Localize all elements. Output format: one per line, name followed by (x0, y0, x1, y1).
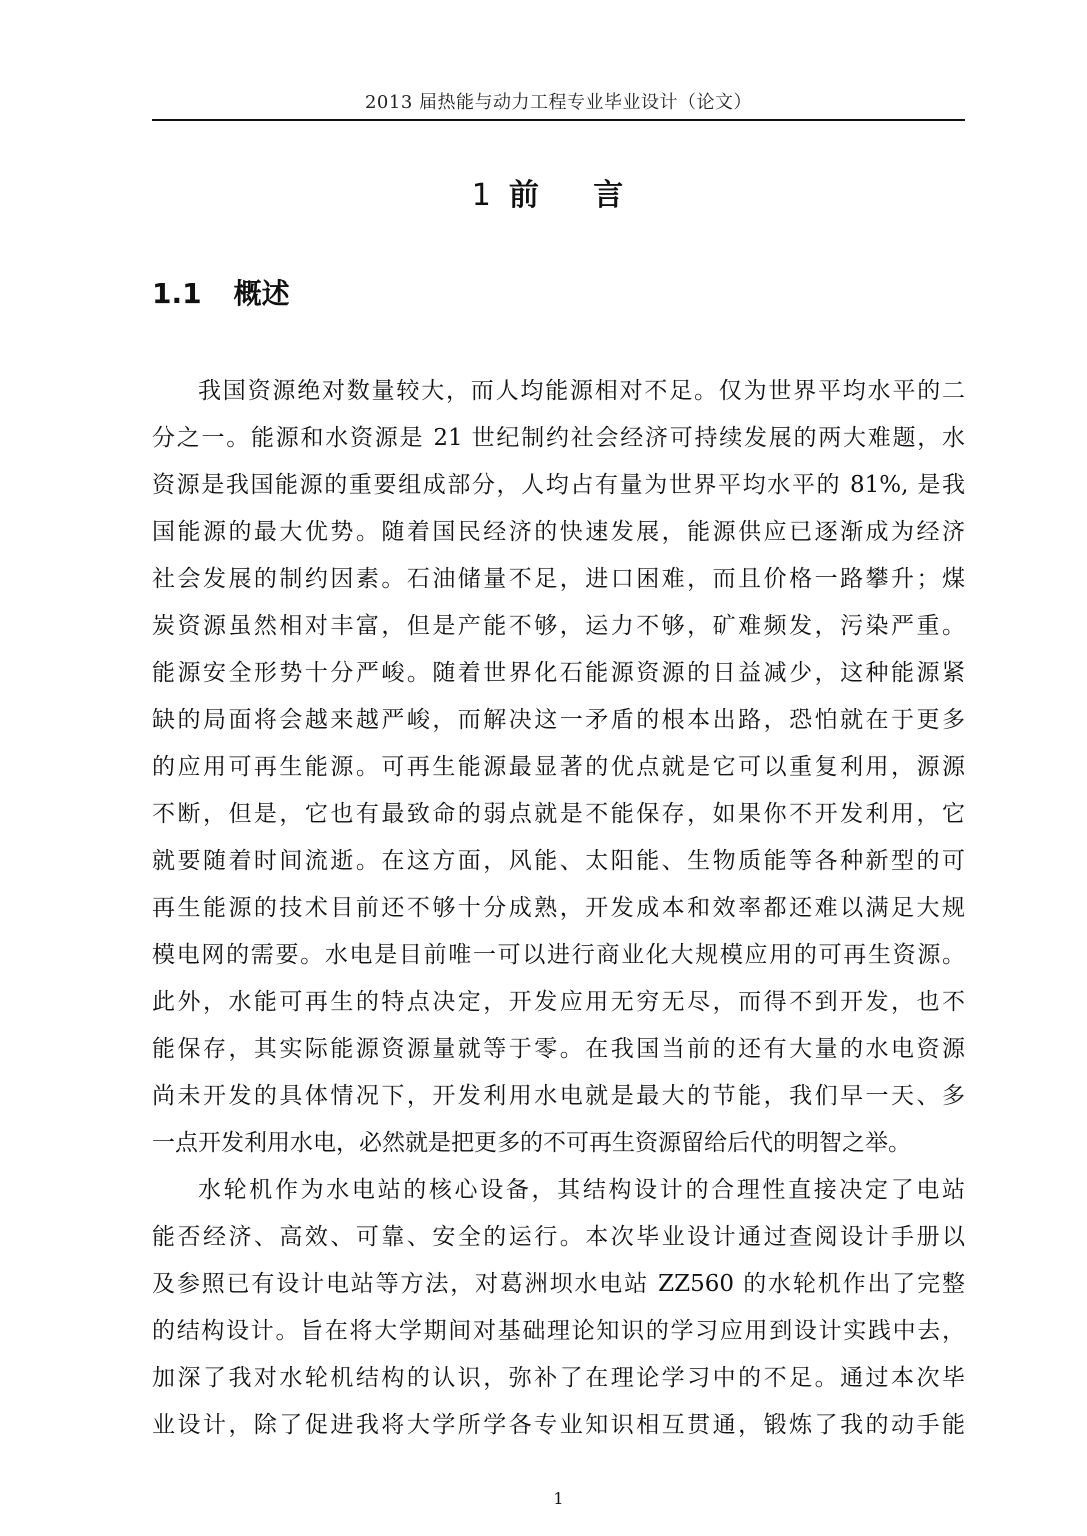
text-line: 一点开发利用水电，必然就是把更多的不可再生资源留给后代的明智之举。 (152, 1130, 911, 1156)
text-line: 此外，水能可再生的特点决定，开发应用无穷无尽，而得不到开发，也不 (152, 989, 965, 1015)
text-line: 加深了我对水轮机结构的认识，弥补了在理论学习中的不足。通过本次毕 (152, 1365, 965, 1391)
text-line: 模电网的需要。水电是目前唯一可以进行商业化大规模应用的可再生资源。 (152, 942, 965, 968)
text-line: 再生能源的技术目前还不够十分成熟，开发成本和效率都还难以满足大规 (152, 895, 965, 921)
text-line: 社会发展的制约因素。石油储量不足，进口困难，而且价格一路攀升；煤 (152, 566, 965, 592)
chapter-heading (152, 170, 965, 214)
chapter-number: 1 (471, 178, 491, 213)
section-title: 概述 (233, 277, 290, 310)
section-number: 1.1 (152, 277, 202, 310)
text-line: 分之一。能源和水资源是 21 世纪制约社会经济可持续发展的两大难题，水 (152, 425, 965, 451)
chapter-title: 前 言 (508, 178, 646, 213)
text-line: 能保存，其实际能源资源量就等于零。在我国当前的还有大量的水电资源 (152, 1036, 965, 1062)
page-number: 1 (553, 1489, 564, 1508)
text-line: 我国资源绝对数量较大，而人均能源相对不足。仅为世界平均水平的二 (198, 378, 965, 404)
text-line: 能源安全形势十分严峻。随着世界化石能源资源的日益减少，这种能源紧 (152, 660, 965, 686)
text-line: 业设计，除了促进我将大学所学各专业知识相互贯通，锻炼了我的动手能 (152, 1412, 965, 1438)
text-line: 不断，但是，它也有最致命的弱点就是不能保存，如果你不开发利用，它 (152, 801, 965, 827)
text-line: 能否经济、高效、可靠、安全的运行。本次毕业设计通过查阅设计手册以 (152, 1224, 965, 1250)
text-line: 的应用可再生能源。可再生能源最显著的优点就是它可以重复利用，源源 (152, 754, 965, 780)
text-line: 及参照已有设计电站等方法，对葛洲坝水电站 ZZ560 的水轮机作出了完整 (152, 1271, 965, 1297)
text-line: 缺的局面将会越来越严峻，而解决这一矛盾的根本出路，恐怕就在于更多 (152, 707, 965, 733)
text-line: 尚未开发的具体情况下，开发利用水电就是最大的节能，我们早一天、多 (152, 1083, 965, 1109)
running-header: 2013 届热能与动力工程专业毕业设计（论文） (364, 92, 753, 113)
body-text (152, 368, 965, 1449)
header-rule (152, 119, 965, 121)
text-line: 资源是我国能源的重要组成部分，人均占有量为世界平均水平的 81%, 是我 (152, 472, 965, 498)
section-heading (152, 272, 290, 312)
text-line: 的结构设计。旨在将大学期间对基础理论知识的学习应用到设计实践中去， (152, 1318, 965, 1344)
text-line: 炭资源虽然相对丰富，但是产能不够，运力不够，矿难频发，污染严重。 (152, 613, 965, 639)
text-line: 水轮机作为水电站的核心设备，其结构设计的合理性直接决定了电站 (198, 1177, 965, 1203)
text-line: 就要随着时间流逝。在这方面，风能、太阳能、生物质能等各种新型的可 (152, 848, 965, 874)
text-line: 国能源的最大优势。随着国民经济的快速发展，能源供应已逐渐成为经济 (152, 519, 965, 545)
